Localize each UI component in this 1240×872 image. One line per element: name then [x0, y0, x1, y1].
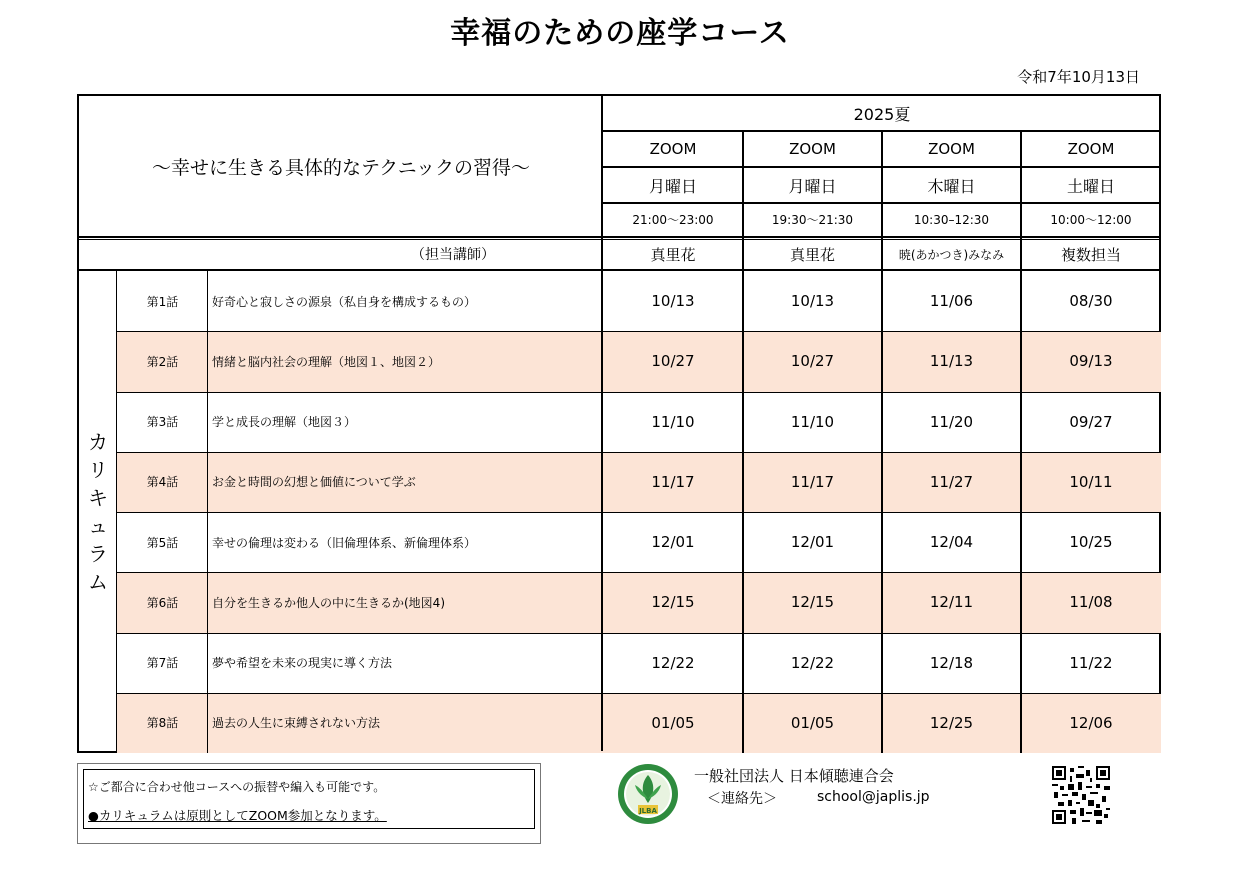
episode-number: 第8話 [146, 716, 179, 731]
curriculum-char: リ [88, 457, 108, 482]
curriculum-char: キ [88, 485, 108, 510]
grid-line [79, 239, 1161, 240]
course-subtitle: ～幸せに生きる具体的なテクニックの習得～ [151, 156, 531, 179]
episode-date-class-4: 09/27 [1069, 412, 1113, 431]
episode-date-class-4: 10/11 [1069, 472, 1113, 491]
page-title: 幸福のための座学コース [450, 16, 790, 51]
episode-date-class-2: 10/27 [790, 352, 835, 371]
episode-date-class-1: 10/13 [651, 292, 695, 311]
episode-number: 第6話 [146, 595, 179, 610]
class-1-weekday: 月曜日 [648, 176, 697, 196]
class-4-platform: ZOOM [1067, 140, 1115, 158]
curriculum-char: カ [88, 429, 108, 454]
episode-title: お金と時間の幻想と価値について学ぶ [212, 475, 416, 490]
episode-title: 過去の人生に束縛されない方法 [212, 716, 381, 731]
episode-date-class-4: 12/06 [1069, 713, 1113, 732]
curriculum-label [79, 270, 117, 753]
episode-date-class-2: 10/13 [790, 292, 835, 311]
class-3-weekday: 木曜日 [927, 176, 976, 196]
episode-number: 第5話 [146, 535, 179, 550]
class-1-time-slot: 21:00～23:00 [632, 213, 714, 227]
grid-line [881, 130, 883, 270]
class-2-weekday: 月曜日 [788, 176, 837, 196]
qr-code-icon[interactable] [1052, 766, 1110, 824]
logo-text: JLBA [639, 807, 657, 815]
grid-line [742, 130, 744, 270]
episode-date-class-3: 12/25 [929, 713, 974, 732]
grid-line [117, 452, 1161, 453]
grid-line [79, 236, 1161, 238]
episode-date-class-1: 11/17 [651, 472, 695, 491]
grid-line [117, 633, 1161, 634]
episode-number: 第1話 [146, 294, 179, 309]
episode-date-class-1: 12/15 [651, 593, 695, 612]
class-3-platform: ZOOM [928, 140, 975, 158]
class-1-platform: ZOOM [649, 140, 697, 158]
episode-date-class-4: 10/25 [1069, 533, 1113, 552]
class-1-lecturer: 真里花 [650, 245, 696, 264]
document-date: 令和7年10月13日 [1017, 68, 1140, 86]
class-2-time-slot: 19:30～21:30 [771, 213, 854, 227]
note-transfer: ☆ご都合に合わせ他コースへの振替や編入も可能です。 [88, 780, 386, 794]
class-4-time-slot: 10:00～12:00 [1050, 213, 1132, 227]
episode-title: 自分を生きるか他人の中に生きるか(地図4) [212, 595, 445, 610]
episode-date-class-2: 11/17 [790, 472, 835, 491]
episode-date-class-1: 10/27 [651, 352, 695, 371]
episode-date-class-4: 08/30 [1069, 292, 1113, 311]
episode-number: 第2話 [146, 354, 179, 369]
episode-date-class-2: 12/01 [790, 533, 835, 552]
grid-line [117, 693, 1161, 694]
contact-email[interactable]: school@japlis.jp [817, 789, 930, 805]
episode-title: 好奇心と寂しさの源泉（私自身を構成するもの） [212, 294, 477, 309]
lecturer-label: （担当講師） [411, 247, 495, 263]
grid-line [117, 512, 1161, 513]
episode-date-class-2: 11/10 [790, 412, 835, 431]
episode-date-class-3: 11/20 [929, 412, 974, 431]
episode-date-class-2: 01/05 [790, 713, 835, 732]
schedule-table [77, 94, 1161, 753]
class-2-lecturer: 真里花 [789, 245, 835, 264]
episode-date-class-1: 01/05 [651, 713, 695, 732]
episode-date-class-3: 11/13 [929, 352, 974, 371]
episode-date-class-4: 09/13 [1069, 352, 1113, 371]
episode-date-class-3: 12/11 [929, 593, 974, 612]
episode-number: 第3話 [146, 415, 179, 430]
episode-title: 情緒と脳内社会の理解（地図１、地図２） [212, 354, 441, 369]
class-2-platform: ZOOM [789, 140, 836, 158]
episode-date-class-3: 11/06 [929, 292, 974, 311]
class-3-lecturer: 暁(あかつき)みなみ [898, 247, 1005, 262]
class-4-lecturer: 複数担当 [1060, 245, 1121, 264]
organization-logo [617, 763, 679, 825]
episode-number: 第4話 [146, 475, 179, 490]
curriculum-char: ラ [88, 541, 108, 566]
episode-number: 第7話 [146, 656, 179, 671]
curriculum-char: ム [88, 569, 108, 594]
notes-box [77, 763, 541, 844]
note-zoom: ●カリキュラムは原則としてZOOM参加となります。 [88, 808, 387, 823]
episode-date-class-4: 11/08 [1069, 593, 1113, 612]
contact-label: ＜連絡先＞ [707, 791, 777, 807]
episode-date-class-1: 11/10 [651, 412, 695, 431]
grid-line [79, 269, 1161, 271]
episode-date-class-2: 12/22 [790, 653, 835, 672]
grid-line [117, 331, 1161, 332]
curriculum-char: ュ [88, 513, 108, 538]
organization-name: 一般社団法人 日本傾聴連合会 [694, 767, 894, 785]
episode-date-class-3: 12/18 [929, 653, 974, 672]
episode-title: 夢や希望を未来の現実に導く方法 [212, 656, 393, 671]
episode-date-class-1: 12/22 [651, 653, 695, 672]
episode-date-class-4: 11/22 [1069, 653, 1113, 672]
grid-line [1020, 130, 1022, 270]
grid-line [117, 392, 1161, 393]
episode-title: 幸せの倫理は変わる（旧倫理体系、新倫理体系） [212, 535, 477, 550]
episode-date-class-3: 11/27 [929, 472, 974, 491]
season-header: 2025夏 [853, 105, 911, 124]
grid-line [117, 572, 1161, 573]
grid-line [601, 96, 603, 751]
episode-title: 学と成長の理解（地図３） [212, 415, 357, 430]
episode-date-class-3: 12/04 [929, 533, 974, 552]
class-3-time-slot: 10:30–12:30 [913, 212, 990, 227]
episode-date-class-2: 12/15 [790, 593, 835, 612]
class-4-weekday: 土曜日 [1066, 176, 1115, 196]
episode-date-class-1: 12/01 [651, 533, 695, 552]
